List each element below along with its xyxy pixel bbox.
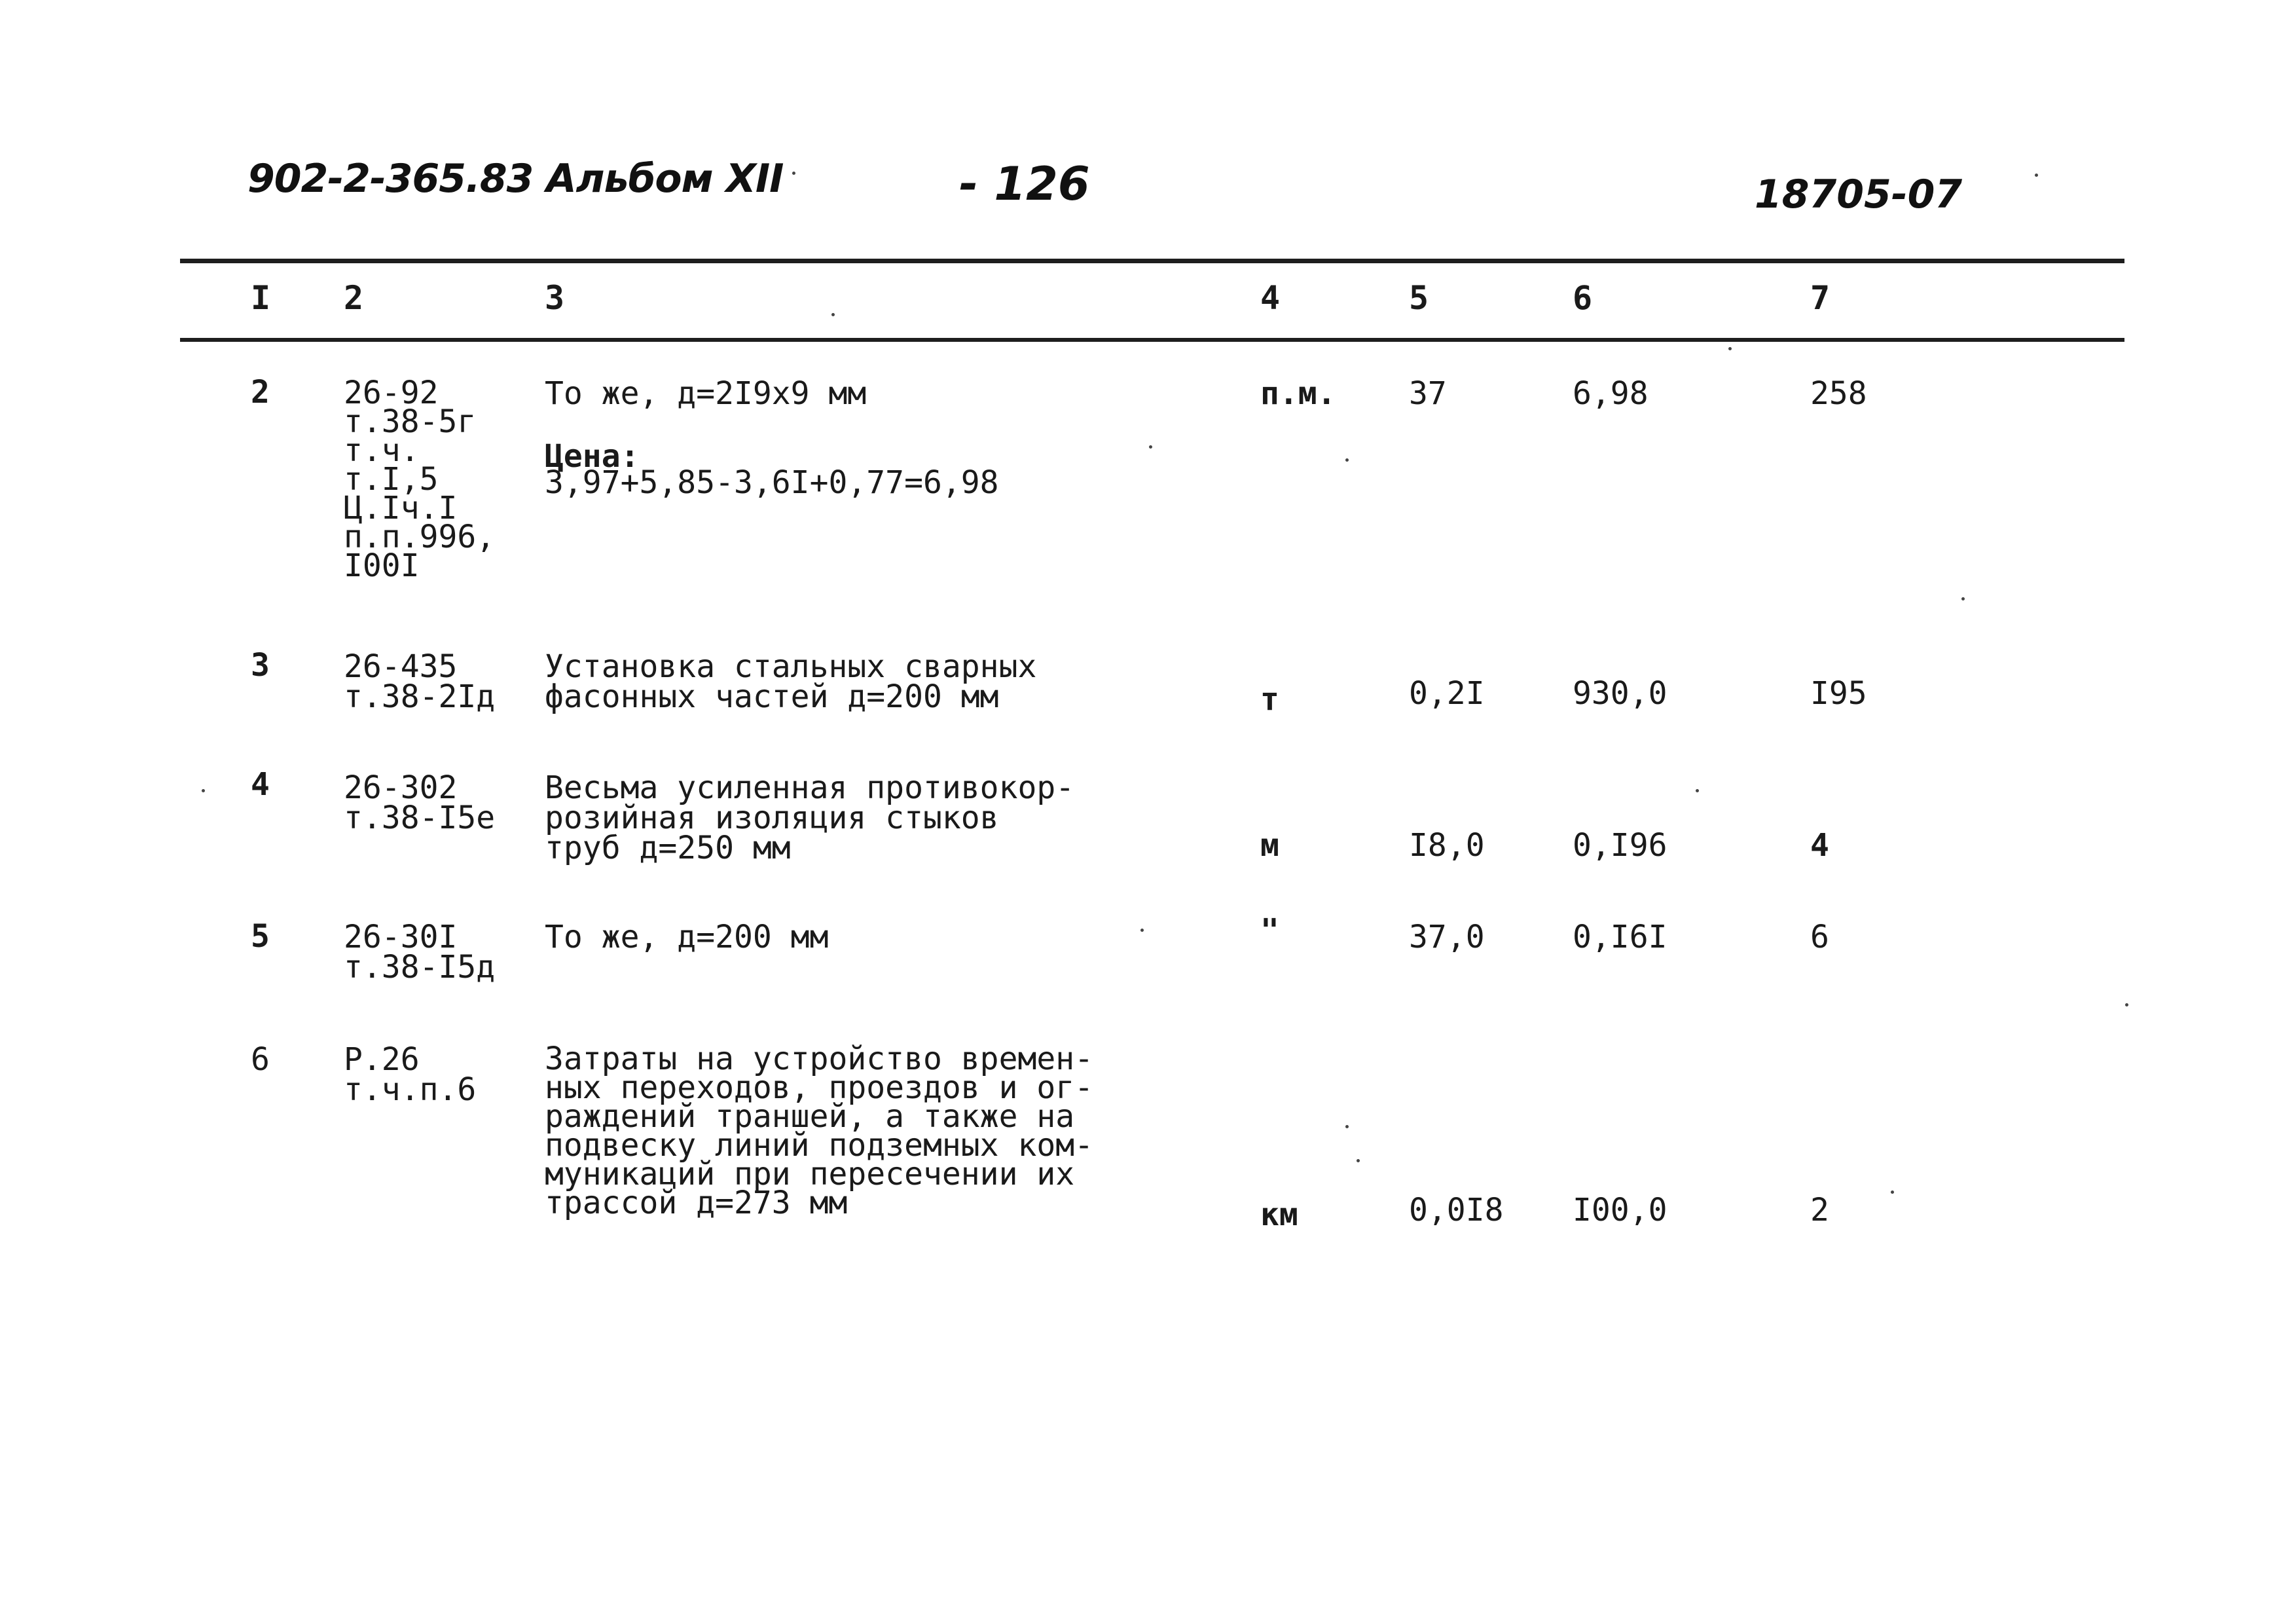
row-total: 4 xyxy=(1810,827,1829,864)
scan-speck xyxy=(1140,929,1144,932)
row-code: 26-302 т.38-I5е xyxy=(344,769,496,836)
row-code: 26-30I т.38-I5д xyxy=(344,919,496,986)
column-header-5: 5 xyxy=(1409,279,1429,317)
column-header-4: 4 xyxy=(1260,279,1281,317)
row-number: 3 xyxy=(251,647,270,684)
row-code: 26-435 т.38-2Iд xyxy=(344,648,496,715)
row-price-label: Цена: xyxy=(545,438,640,475)
scan-speck xyxy=(1345,458,1349,462)
row-number: 2 xyxy=(251,374,270,411)
column-header-7: 7 xyxy=(1810,279,1831,317)
scan-speck xyxy=(792,172,795,175)
column-header-3: 3 xyxy=(545,279,565,317)
row-unit-price: 6,98 xyxy=(1573,375,1649,412)
row-total: 6 xyxy=(1810,919,1829,955)
scan-speck xyxy=(1891,1190,1894,1194)
row-quantity: I8,0 xyxy=(1409,827,1485,864)
scan-speck xyxy=(2125,1003,2128,1006)
scan-speck xyxy=(2035,174,2038,177)
row-number: 4 xyxy=(251,766,270,803)
row-total: I95 xyxy=(1810,675,1867,712)
row-unit: т xyxy=(1260,681,1279,718)
row-quantity: 0,0I8 xyxy=(1409,1192,1504,1228)
row-unit: м xyxy=(1260,827,1279,864)
row-total: 258 xyxy=(1810,375,1867,412)
archive-number: 18705-07 xyxy=(1755,172,1963,217)
row-total: 2 xyxy=(1810,1192,1829,1228)
scan-speck xyxy=(202,789,205,792)
row-unit: п.м. xyxy=(1260,375,1336,412)
page-number: - 126 xyxy=(959,157,1090,211)
row-unit-price: 930,0 xyxy=(1573,675,1667,712)
row-unit-price: 0,I96 xyxy=(1573,827,1667,864)
scan-speck xyxy=(1149,445,1152,449)
column-header-1: I xyxy=(251,279,271,317)
row-description: Затраты на устройство времен- ных переходов, проездов и ог- раждений траншей, а также на подвеску линий подземных ком- муникаций при пересечении их трассой д=273 мм xyxy=(545,1041,1094,1221)
scan-speck xyxy=(1696,789,1699,792)
row-description: Установка стальных сварных фасонных частей д=200 мм xyxy=(545,648,1037,715)
scan-speck xyxy=(1357,1159,1360,1162)
table-top-rule xyxy=(180,259,2124,263)
row-unit-price: I00,0 xyxy=(1573,1192,1667,1228)
row-code: 26-92 т.38-5г т.ч. т.I,5 Ц.Iч.I п.п.996, I00I xyxy=(344,375,496,584)
row-description: То же, д=200 мм xyxy=(545,919,829,955)
row-unit-price: 0,I6I xyxy=(1573,919,1667,955)
row-unit: " xyxy=(1260,912,1279,949)
row-description: То же, д=2I9х9 мм xyxy=(545,375,867,412)
document-code: 902-2-365.83 Альбом XII xyxy=(247,156,784,202)
row-number: 5 xyxy=(251,918,270,955)
row-quantity: 0,2I xyxy=(1409,675,1485,712)
row-code: Р.26 т.ч.п.6 xyxy=(344,1041,477,1108)
row-number: 6 xyxy=(251,1041,270,1078)
row-description: Весьма усиленная противокор- розийная изоляция стыков труб д=250 мм xyxy=(545,769,1075,866)
column-header-6: 6 xyxy=(1573,279,1593,317)
scan-speck xyxy=(1345,1125,1349,1128)
scan-speck xyxy=(1961,597,1965,600)
scan-speck xyxy=(831,313,835,316)
column-header-2: 2 xyxy=(344,279,364,317)
row-quantity: 37,0 xyxy=(1409,919,1485,955)
row-price-formula: 3,97+5,85-3,6I+0,77=6,98 xyxy=(545,464,999,501)
table-header-rule xyxy=(180,338,2124,342)
row-unit: км xyxy=(1260,1196,1298,1233)
row-quantity: 37 xyxy=(1409,375,1447,412)
scan-speck xyxy=(1728,347,1732,350)
